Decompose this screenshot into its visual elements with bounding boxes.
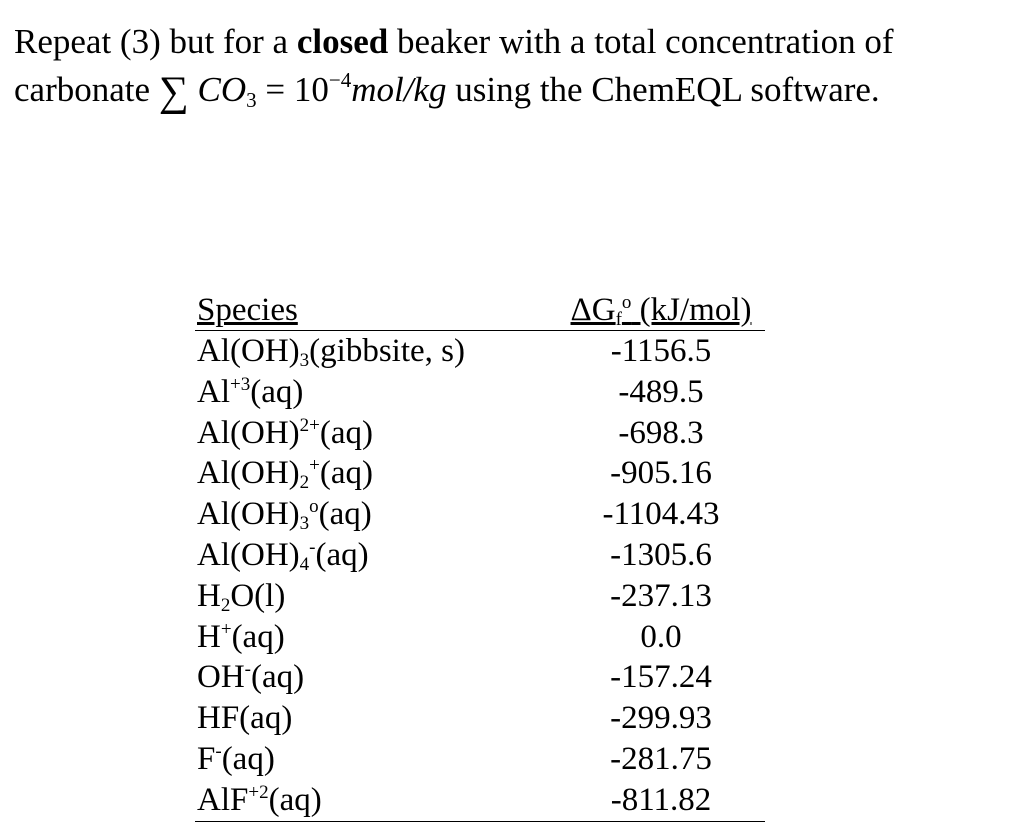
species-tail: O(l)	[230, 577, 286, 614]
species-sup: o	[309, 496, 319, 518]
species-name	[197, 413, 373, 454]
gibbs-value: -811.82	[610, 781, 712, 818]
table-header	[195, 290, 765, 331]
gibbs-value: -281.75	[610, 740, 712, 777]
header-dg-sub: f	[615, 309, 622, 330]
species-base: AlF	[197, 781, 249, 818]
species-tail: (aq)	[268, 781, 322, 818]
unit: mol/kg	[351, 70, 447, 109]
species-tail: (gibbsite, s)	[309, 333, 465, 369]
species-name	[197, 657, 304, 698]
prompt-text-2: beaker with a total concentration of carbonate	[14, 22, 894, 109]
species-tail: (aq)	[319, 455, 374, 492]
gibbs-value: -698.3	[618, 414, 704, 451]
species-base: H	[197, 618, 221, 655]
species-sub: 3	[299, 513, 310, 535]
header-dg-symbol: ΔG	[570, 292, 616, 328]
gibbs-value: -299.93	[610, 700, 712, 737]
co-symbol: CO	[197, 70, 247, 109]
table-row	[195, 494, 765, 535]
species-base: Al(OH)	[197, 455, 300, 492]
table-row	[195, 780, 765, 821]
table-row	[195, 617, 765, 658]
species-base: OH	[197, 659, 245, 696]
species-tail: (aq)	[221, 740, 275, 777]
table-row	[195, 657, 765, 698]
table-row	[195, 698, 765, 739]
species-sup: +3	[230, 373, 251, 395]
species-name	[197, 331, 465, 372]
species-name	[197, 698, 292, 739]
prompt-text-1: Repeat (3) but for a	[14, 22, 297, 61]
species-name	[197, 576, 285, 617]
equals-ten: = 10	[256, 70, 329, 109]
species-tail: (aq)	[250, 373, 304, 410]
table-row	[195, 739, 765, 780]
table-row	[195, 331, 765, 372]
table-row	[195, 576, 765, 617]
table-row	[195, 535, 765, 576]
table-row	[195, 372, 765, 413]
species-base: Al(OH)	[197, 414, 300, 451]
species-name	[197, 535, 369, 576]
species-sup: +	[309, 455, 320, 477]
prompt-bold-word: closed	[296, 22, 389, 61]
species-sub: 4	[299, 553, 310, 575]
gibbs-value: -1156.5	[610, 333, 712, 369]
gibbs-value: -1305.6	[610, 536, 712, 573]
table-row	[195, 453, 765, 494]
species-sup: -	[244, 659, 251, 681]
species-name	[197, 494, 372, 535]
species-sub: 2	[220, 594, 231, 616]
species-sup: 2+	[299, 414, 320, 436]
species-tail: (aq)	[319, 414, 374, 451]
carbonate-equation	[158, 68, 447, 115]
species-tail: (aq)	[315, 536, 369, 573]
species-base: Al(OH)	[197, 536, 300, 573]
species-base: F	[197, 740, 216, 777]
header-dg-sup: o	[621, 292, 632, 313]
species-base: Al	[197, 373, 230, 410]
species-sup: -	[309, 536, 316, 558]
exponent: −4	[328, 68, 352, 92]
species-base: Al(OH)	[197, 333, 300, 369]
gibbs-value: -237.13	[610, 577, 712, 614]
gibbs-value: -157.24	[610, 659, 712, 696]
species-sub: 3	[299, 350, 310, 371]
sigma-symbol: ∑	[158, 69, 189, 115]
species-name	[197, 780, 322, 821]
gibbs-value: -905.16	[610, 455, 712, 492]
species-sup: -	[215, 740, 222, 762]
prompt-text-3: using the ChemEQL software.	[446, 70, 880, 109]
species-base: Al(OH)	[197, 496, 300, 533]
species-name	[197, 453, 373, 494]
problem-statement	[14, 18, 1014, 116]
species-tail: (aq)	[231, 618, 285, 655]
header-species: Species	[197, 292, 298, 328]
header-gibbs-energy	[565, 290, 757, 330]
table-row	[195, 413, 765, 454]
gibbs-value: -489.5	[618, 373, 704, 410]
header-dg-unit: (kJ/mol)	[631, 292, 752, 328]
species-name	[197, 372, 303, 413]
gibbs-energy-table	[195, 290, 765, 821]
species-tail: (aq)	[251, 659, 305, 696]
species-base: H	[197, 577, 221, 614]
gibbs-value: 0.0	[640, 618, 682, 655]
table-body	[195, 331, 765, 821]
co-subscript: 3	[246, 88, 257, 112]
species-sup: +2	[248, 781, 269, 803]
gibbs-value: -1104.43	[602, 496, 720, 533]
species-sub: 2	[299, 472, 310, 494]
species-name	[197, 739, 275, 780]
species-name	[197, 617, 285, 658]
species-sup: +	[220, 618, 232, 640]
species-tail: (aq)	[318, 496, 372, 533]
table-bottom-rule	[195, 821, 765, 823]
species-base: HF(aq)	[197, 700, 293, 737]
